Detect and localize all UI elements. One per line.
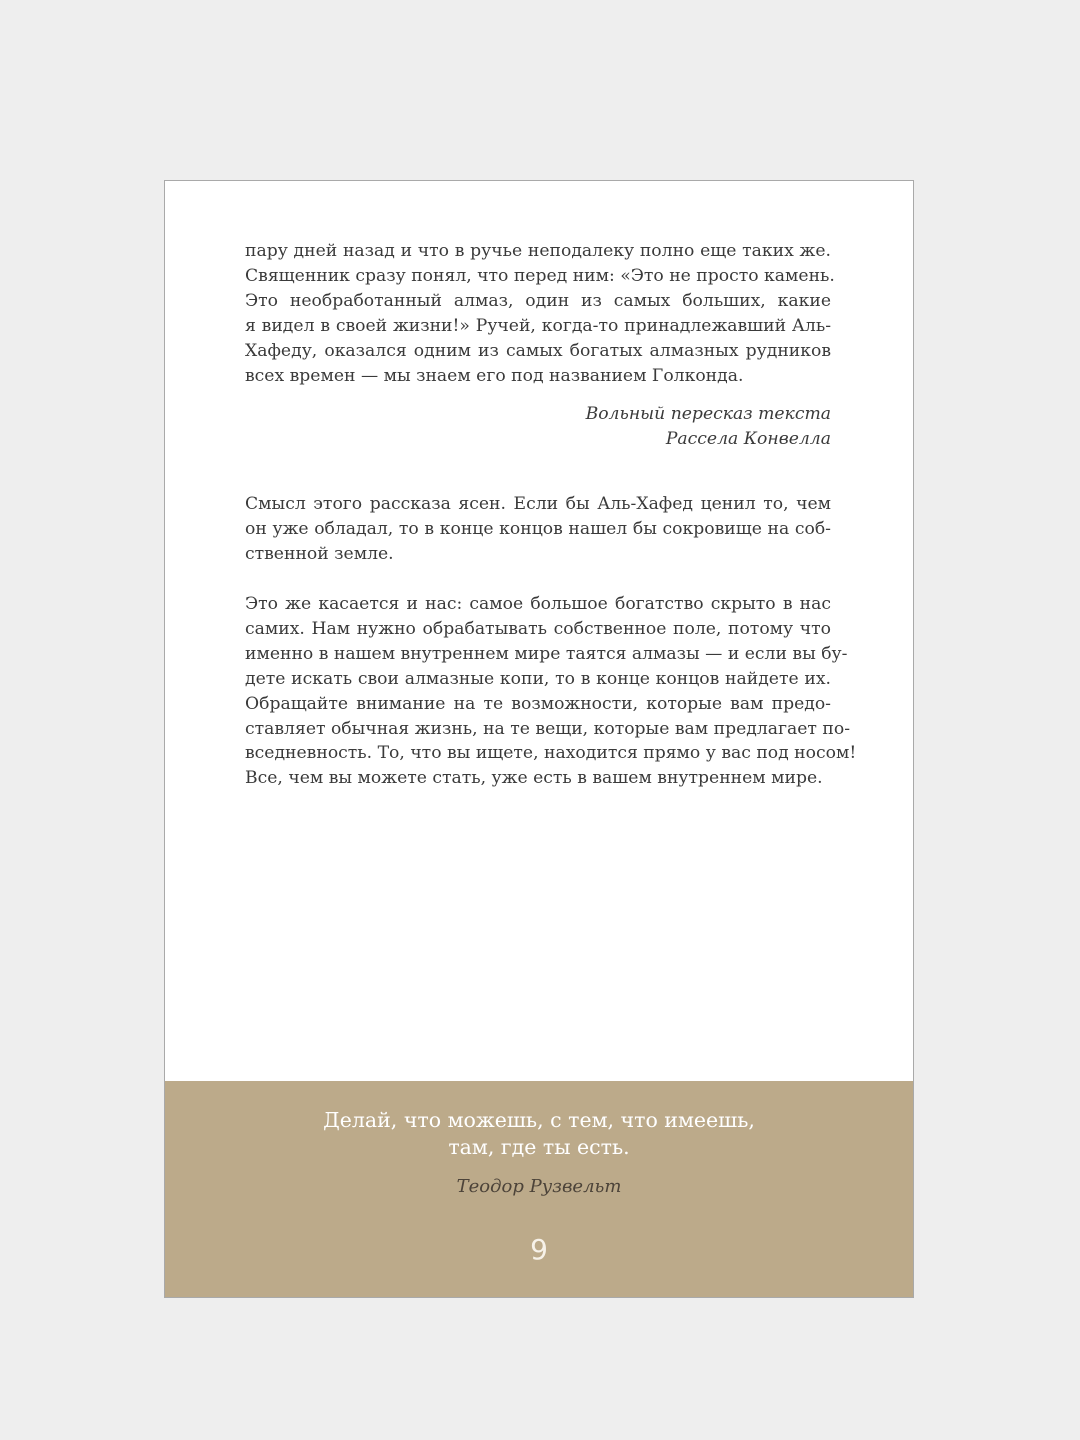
- page-number: 9: [530, 1233, 548, 1266]
- text-line: Смысл этого рассказа ясен. Если бы Аль-Хафед ценил то, чем: [245, 494, 831, 515]
- text-line: Все, чем вы можете стать, уже есть в вашем внутреннем мире.: [245, 768, 823, 789]
- text-line: пару дней назад и что в ручье неподалеку полно еще таких же.: [245, 241, 831, 261]
- quote-line: Делай, что можешь, с тем, что имеешь,: [323, 1108, 755, 1132]
- text-line: вседневность. То, что вы ищете, находится прямо у вас под носом!: [245, 743, 857, 764]
- lesson-paragraph: [245, 592, 857, 791]
- text-line: дете искать свои алмазные копи, то в конце концов найдете их.: [245, 668, 831, 689]
- text-line: всех времен — мы знаем его под названием Голконда.: [245, 365, 744, 386]
- attribution-line: Вольный пересказ текста: [585, 404, 831, 425]
- book-page: [164, 180, 914, 1298]
- story-paragraph: [245, 239, 835, 388]
- quote-author: Теодор Рузвельт: [456, 1176, 622, 1197]
- epigraph-quote: [165, 1107, 913, 1161]
- text-line: я видел в своей жизни!» Ручей, когда-то принадлежавший Аль-: [245, 315, 831, 336]
- text-line: Священник сразу понял, что перед ним: «Это не просто камень.: [245, 265, 835, 286]
- attribution-line: Рассела Конвелла: [665, 429, 831, 450]
- text-line: ственной земле.: [245, 544, 394, 565]
- text-line: он уже обладал, то в конце концов нашел бы сокровище на соб-: [245, 519, 831, 540]
- moral-paragraph: [245, 492, 831, 567]
- text-line: Это необработанный алмаз, один из самых больших, какие: [245, 290, 831, 311]
- quote-line: там, где ты есть.: [448, 1135, 630, 1159]
- text-line: ставляет обычная жизнь, на те вещи, которые вам предлагает по-: [245, 718, 851, 739]
- story-attribution: [245, 402, 831, 452]
- text-line: Хафеду, оказался одним из самых богатых алмазных рудников: [245, 340, 831, 361]
- quote-band: [165, 1081, 913, 1298]
- text-line: самих. Нам нужно обрабатывать собственное поле, потому что: [245, 618, 831, 639]
- text-line: Это же касается и нас: самое большое богатство скрыто в нас: [245, 593, 831, 614]
- text-line: именно в нашем внутреннем мире таятся алмазы — и если вы бу-: [245, 643, 848, 664]
- page-body: [245, 239, 857, 791]
- text-line: Обращайте внимание на те возможности, которые вам предо-: [245, 693, 831, 714]
